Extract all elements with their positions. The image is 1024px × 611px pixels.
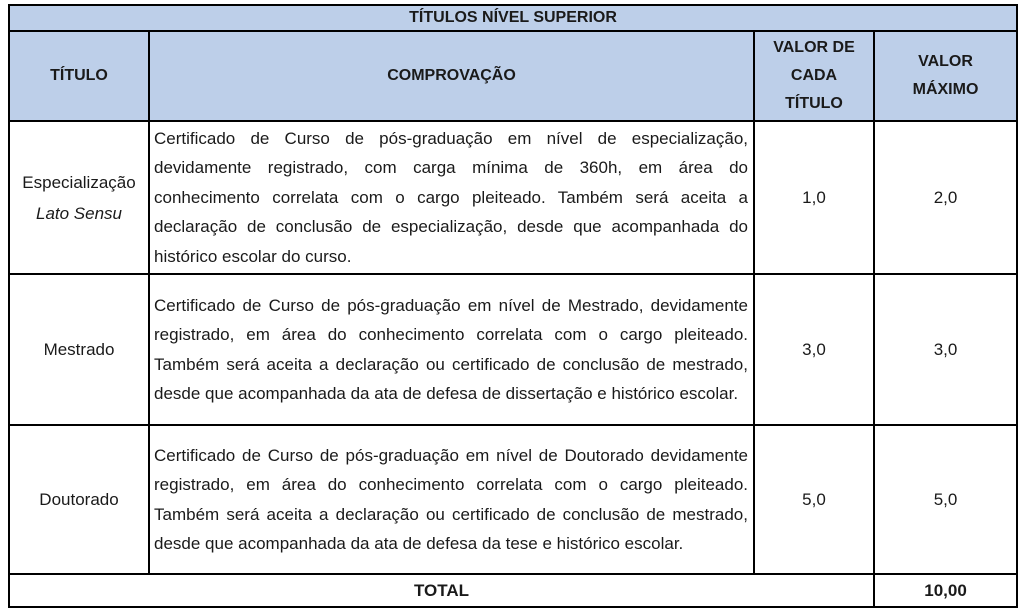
cell-valor-maximo-mestrado: 3,0	[874, 274, 1017, 425]
header-line: TÍTULO	[785, 95, 843, 112]
cell-titulo-mestrado	[9, 274, 149, 425]
table-total-row	[9, 574, 1017, 607]
column-header-valor-maximo	[874, 31, 1017, 121]
header-line: MÁXIMO	[912, 81, 979, 98]
total-label: TOTAL	[9, 574, 874, 607]
cell-valor-cada-titulo-doutorado: 5,0	[754, 425, 874, 574]
titulos-nivel-superior-table	[8, 4, 1018, 608]
cell-comprovacao-mestrado: Certificado de Curso de pós-graduação em nível de Mestrado, devidamente registrado, em área do conhecimento correlata com o cargo pleiteado. Também será aceita a declaração ou certificado de conclusão de mestrado, desde que acompanhada da ata de defesa de dissertação e histórico escolar.	[149, 274, 754, 425]
cell-valor-cada-titulo-especializacao: 1,0	[754, 121, 874, 274]
column-header-titulo: TÍTULO	[9, 31, 149, 121]
titulo-text: Especialização	[22, 172, 136, 192]
header-line: VALOR	[918, 53, 973, 70]
table-row-especializacao	[9, 121, 1017, 274]
cell-titulo-doutorado	[9, 425, 149, 574]
header-line: VALOR DE	[773, 39, 855, 56]
titulo-text: Doutorado	[39, 490, 119, 510]
table-title-row	[9, 5, 1017, 31]
table-row-doutorado	[9, 425, 1017, 574]
cell-titulo-especializacao	[9, 121, 149, 274]
table-header-row	[9, 31, 1017, 121]
cell-valor-cada-titulo-mestrado: 3,0	[754, 274, 874, 425]
cell-valor-maximo-especializacao: 2,0	[874, 121, 1017, 274]
cell-comprovacao-doutorado: Certificado de Curso de pós-graduação em nível de Doutorado devidamente registrado, em área do conhecimento correlata com o cargo pleiteado. Também será aceita a declaração ou certificado de conclusão de mestrado, desde que acompanhada da ata de defesa da tese e histórico escolar.	[149, 425, 754, 574]
cell-comprovacao-especializacao: Certificado de Curso de pós-graduação em nível de especialização, devidamente registrado, com carga mínima de 360h, em área do conhecimento correlata com o cargo pleiteado. Também será aceita a declaração de conclusão de especialização, desde que acompanhada do histórico escolar do curso.	[149, 121, 754, 274]
total-value: 10,00	[874, 574, 1017, 607]
cell-valor-maximo-doutorado: 5,0	[874, 425, 1017, 574]
column-header-comprovacao: COMPROVAÇÃO	[149, 31, 754, 121]
column-header-valor-de-cada-titulo	[754, 31, 874, 121]
table-row-mestrado	[9, 274, 1017, 425]
table-title: TÍTULOS NÍVEL SUPERIOR	[9, 5, 1017, 31]
titulo-latin-term: Lato Sensu	[35, 203, 122, 223]
header-line: CADA	[790, 67, 838, 84]
titulo-text: Mestrado	[43, 340, 115, 360]
